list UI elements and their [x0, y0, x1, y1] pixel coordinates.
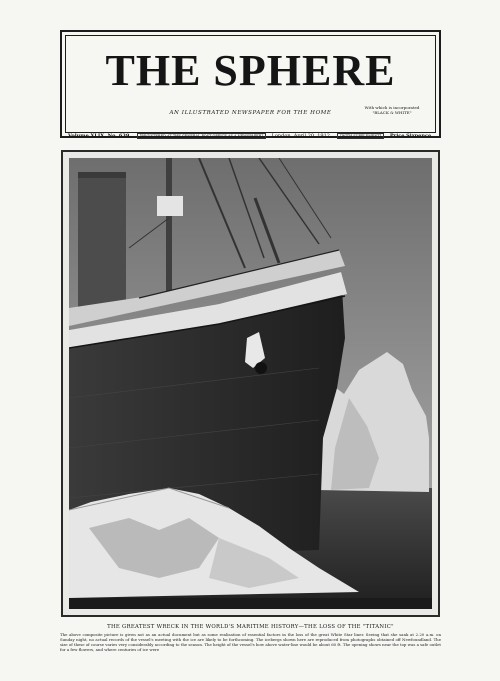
issue-info-bar [60, 130, 441, 142]
cover-photo-frame [61, 150, 440, 617]
funnel [78, 172, 126, 312]
incorporation-note: With which is incorporated "BLACK & WHITE" [364, 105, 420, 115]
titanic-iceberg-illustration [69, 158, 432, 609]
caption-title: THE GREATEST WRECK IN THE WORLD'S MARITIME HISTORY—THE LOSS OF THE "TITANIC" [107, 624, 394, 630]
mast [166, 158, 172, 298]
supplement-note: [WITH SUPPLEMENT] [337, 133, 384, 139]
newspaper-title: THE SPHERE [105, 46, 396, 95]
registration-note: [REGISTERED AT THE GENERAL POST OFFICE AS A NEWSPAPER] [137, 133, 266, 139]
caption-text: The above composite picture is given not as an actual document but as some realisation of essential factors in the loss of the great White Star liner. Seeing that she sank at 2.20 a.m. on Sunday night, no actual records of the vessel's meeting with the ice are likely to be forthcoming. The icebergs shown here are reproduced from photographs obtained off Newfoundland. The size of these of course varies very considerably according to the season. The height of the vessel's bow above water-line would be about 60 ft. The opening shows near the top was a safe outlet for a few flowers, and where centuries of ice were [60, 632, 441, 652]
issue-date: London, April 20, 1912. [271, 133, 332, 139]
masthead [60, 30, 441, 138]
issue-price: Price Sixpence. [389, 133, 433, 139]
volume-number: Volume XLIX. No. 639. [68, 133, 132, 139]
newspaper-subtitle: AN ILLUSTRATED NEWSPAPER FOR THE HOME [169, 110, 332, 116]
